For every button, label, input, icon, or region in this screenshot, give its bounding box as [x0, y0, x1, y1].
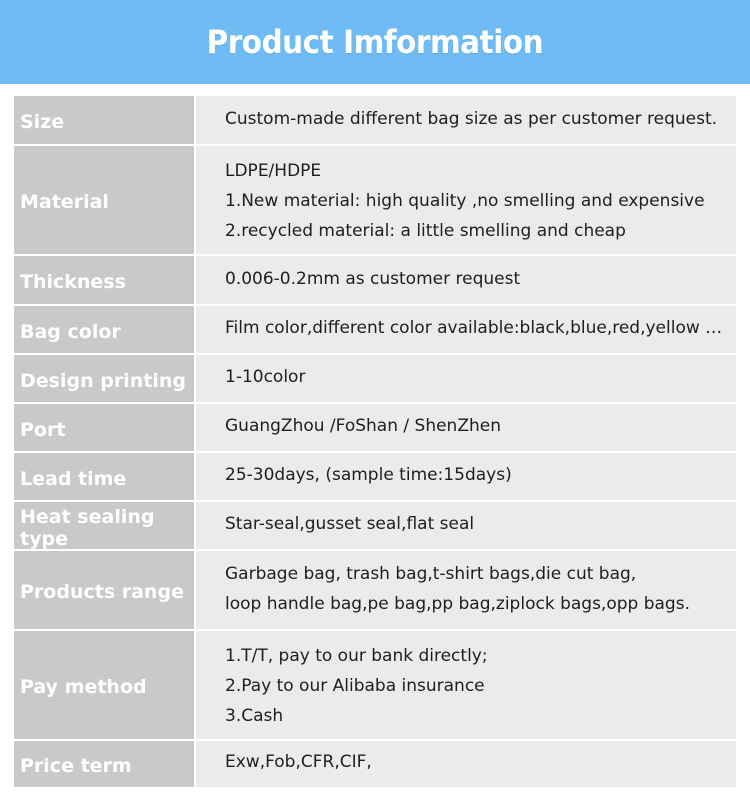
- row-value-pay-method: [196, 631, 736, 739]
- table-row: [14, 96, 736, 146]
- value-line: 2.recycled material: a little smelling and cheap: [225, 221, 626, 241]
- value-line: loop handle bag,pe bag,pp bag,ziplock bags,opp bags.: [225, 594, 690, 614]
- row-value-bag-color: [196, 306, 736, 353]
- value-line: 1.New material: high quality ,no smelling and expensive: [225, 191, 705, 211]
- table-row: [14, 502, 736, 551]
- value-line: Custom-made different bag size as per customer request.: [225, 109, 718, 129]
- value-line: 25-30days, (sample time:15days): [225, 465, 512, 485]
- row-label-thickness: Thickness: [14, 256, 196, 304]
- table-row: [14, 404, 736, 453]
- product-info-table: [14, 96, 736, 789]
- row-value-products-range: [196, 551, 736, 629]
- table-row: [14, 741, 736, 789]
- value-line: GuangZhou /FoShan / ShenZhen: [225, 416, 501, 436]
- header-banner: [0, 0, 750, 84]
- value-line: Exw,Fob,CFR,CIF,: [225, 752, 372, 772]
- value-line: Garbage bag, trash bag,t-shirt bags,die cut bag,: [225, 564, 637, 584]
- table-row: [14, 146, 736, 256]
- page-title: Product Imformation: [206, 23, 544, 61]
- row-label-bag-color: Bag color: [14, 306, 196, 353]
- table-row: [14, 453, 736, 502]
- value-line: Film color,different color available:black,blue,red,yellow …: [225, 318, 723, 338]
- table-row: [14, 306, 736, 355]
- value-line: 2.Pay to our Alibaba insurance: [225, 676, 485, 696]
- value-line: 3.Cash: [225, 706, 284, 726]
- table-row: [14, 355, 736, 404]
- row-label-products-range: Products range: [14, 551, 196, 629]
- table-row: [14, 256, 736, 306]
- row-label-price-term: Price term: [14, 741, 196, 787]
- row-label-design-printing: Design printing: [14, 355, 196, 402]
- row-value-heat-sealing-type: [196, 502, 736, 549]
- value-line: 1-10color: [225, 367, 306, 387]
- row-label-heat-sealing-type: Heat sealing type: [14, 502, 196, 549]
- row-value-design-printing: [196, 355, 736, 402]
- row-label-port: Port: [14, 404, 196, 451]
- value-line: 1.T/T, pay to our bank directly;: [225, 646, 488, 666]
- table-row: [14, 551, 736, 631]
- value-line: 0.006-0.2mm as customer request: [225, 269, 521, 289]
- row-label-material: Material: [14, 146, 196, 254]
- value-line: Star-seal,gusset seal,flat seal: [225, 514, 475, 534]
- row-value-lead-time: [196, 453, 736, 500]
- row-label-lead-time: Lead time: [14, 453, 196, 500]
- table-row: [14, 631, 736, 741]
- row-value-size: [196, 96, 736, 144]
- row-value-price-term: [196, 741, 736, 787]
- row-value-thickness: [196, 256, 736, 304]
- row-label-size: Size: [14, 96, 196, 144]
- row-value-material: [196, 146, 736, 254]
- row-value-port: [196, 404, 736, 451]
- value-line: LDPE/HDPE: [225, 161, 322, 181]
- row-label-pay-method: Pay method: [14, 631, 196, 739]
